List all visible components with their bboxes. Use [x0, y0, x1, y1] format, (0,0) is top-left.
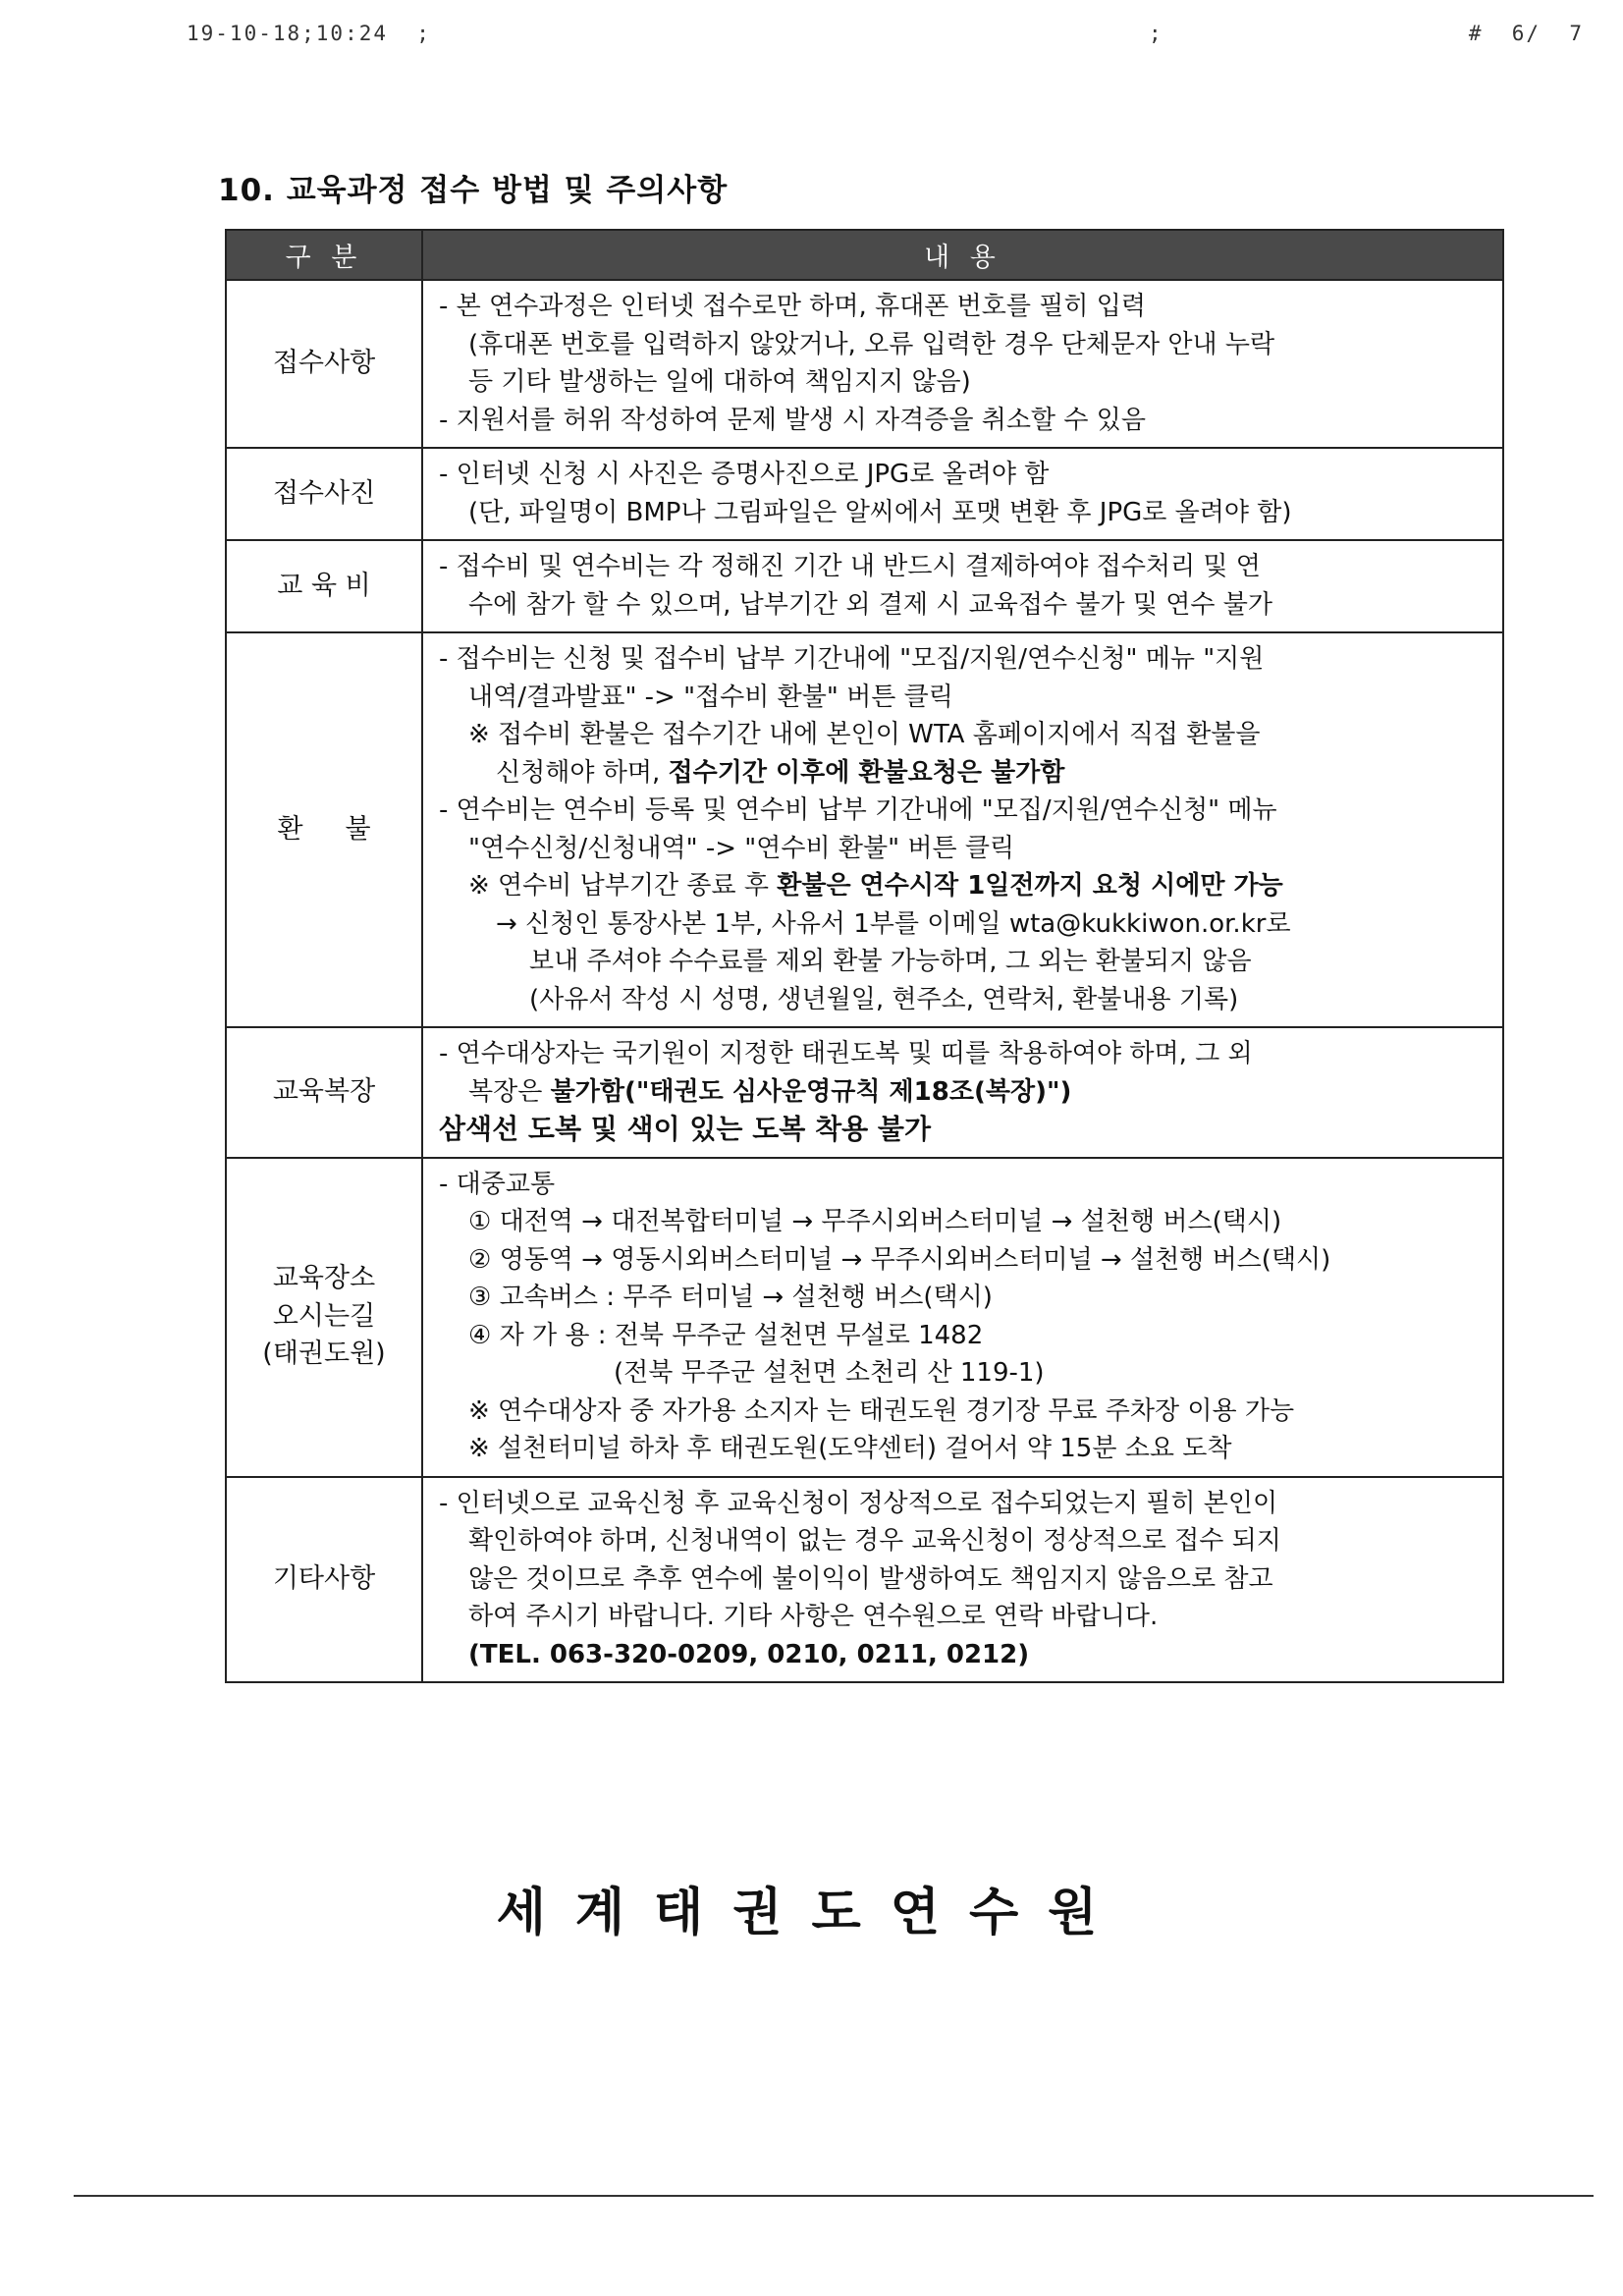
table-header-row [226, 230, 1503, 280]
fax-page-number: # 6/ 7 [1468, 22, 1584, 45]
fax-timestamp: 19-10-18;10:24 ; [187, 22, 431, 45]
content-line: 않은 것이므로 추후 연수에 불이익이 발생하여도 책임지지 않음으로 참고 [468, 1563, 1273, 1594]
content-line: ① 대전역 → 대전복합터미널 → 무주시외버스터미널 → 설천행 버스(택시) [468, 1207, 1282, 1236]
content-line [439, 1073, 1487, 1112]
content-line: ※ 연수대상자 중 자가용 소지자 는 태권도원 경기장 무료 주차장 이용 가능 [468, 1395, 1295, 1426]
attire-rule: 불가함("태권도 심사운영규칙 제18조(복장)") [550, 1076, 1072, 1107]
section-title: 10. 교육과정 접수 방법 및 주의사항 [218, 173, 729, 208]
row-label: 교육복장 [226, 1027, 422, 1158]
content-line: - 인터넷으로 교육신청 후 교육신청이 정상적으로 접수되었는지 필히 본인이 [439, 1488, 1278, 1518]
content-line: 하여 주시기 바랍니다. 기타 사항은 연수원으로 연락 바랍니다. [468, 1602, 1159, 1631]
attire-warning: 삼색선 도복 및 색이 있는 도복 착용 불가 [439, 1113, 932, 1145]
refund-note-emphasis: 접수기간 이후에 환불요청은 불가함 [668, 757, 1065, 788]
content-line: 수에 참가 할 수 있으며, 납부기간 외 결제 시 교육접수 불가 및 연수 불가 [468, 589, 1272, 620]
fax-header [187, 14, 1584, 53]
content-line [439, 867, 1487, 905]
refund-note-text: 신청해야 하며, [496, 757, 661, 788]
table-row [226, 632, 1503, 1027]
row-label-line: 교육장소 [272, 1263, 376, 1294]
content-line: (사유서 작성 시 성명, 생년월일, 현주소, 연락처, 환불내용 기록) [529, 984, 1239, 1014]
content-line [439, 754, 1487, 793]
content-line: ② 영동역 → 영동시외버스터미널 → 무주시외버스터미널 → 설천행 버스(택시) [468, 1244, 1331, 1275]
refund-deadline-text: ※ 연수비 납부기간 종료 후 [468, 871, 770, 901]
refund-deadline-emphasis: 환불은 연수시작 1일전까지 요청 시에만 가능 [777, 871, 1283, 901]
content-line: - 연수비는 연수비 등록 및 연수비 납부 기간내에 "모집/지원/연수신청" 메뉴 [439, 795, 1277, 825]
content-line: ④ 자 가 용 : 전북 무주군 설천면 무설로 1482 [468, 1320, 984, 1350]
content-line: (전북 무주군 설천면 소천리 산 119-1) [614, 1358, 1045, 1388]
row-label: 환 불 [226, 632, 422, 1027]
content-line: - 지원서를 허위 작성하여 문제 발생 시 자격증을 취소할 수 있음 [439, 405, 1146, 435]
content-line: (단, 파일명이 BMP나 그림파일은 알씨에서 포맷 변환 후 JPG로 올려야 함) [468, 497, 1292, 527]
attire-text: 복장은 [468, 1076, 543, 1107]
content-line: ※ 접수비 환불은 접수기간 내에 본인이 WTA 홈페이지에서 직접 환불을 [468, 720, 1261, 749]
content-line: → 신청인 통장사본 1부, 사유서 1부를 이메일 wta@kukkiwon.or.kr로 [496, 908, 1291, 939]
row-label: 교 육 비 [226, 540, 422, 632]
table-row [226, 1027, 1503, 1158]
table-row [226, 448, 1503, 540]
row-content [422, 1477, 1503, 1683]
content-line: - 대중교통 [439, 1169, 556, 1199]
row-content [422, 1158, 1503, 1477]
bottom-divider [74, 2195, 1594, 2197]
content-line: 내역/결과발표" -> "접수비 환불" 버튼 클릭 [468, 682, 953, 712]
header-content: 내 용 [422, 230, 1503, 280]
row-label: 접수사항 [226, 280, 422, 448]
content-line: - 접수비 및 연수비는 각 정해진 기간 내 반드시 결제하여야 접수처리 및 연 [439, 552, 1261, 581]
content-line: "연수신청/신청내역" -> "연수비 환불" 버튼 클릭 [468, 833, 1015, 863]
table-row [226, 280, 1503, 448]
content-line: ※ 설천터미널 하차 후 태권도원(도약센터) 걸어서 약 15분 소요 도착 [468, 1434, 1232, 1463]
content-line: - 본 연수과정은 인터넷 접수로만 하며, 휴대폰 번호를 필히 입력 [439, 292, 1146, 321]
content-line: - 접수비는 신청 및 접수비 납부 기간내에 "모집/지원/연수신청" 메뉴 "지원 [439, 644, 1265, 674]
contact-phone: (TEL. 063-320-0209, 0210, 0211, 0212) [468, 1639, 1030, 1669]
content-line: - 연수대상자는 국기원이 지정한 태권도복 및 띠를 착용하여야 하며, 그 외 [439, 1039, 1253, 1068]
row-content [422, 1027, 1503, 1158]
row-label: 기타사항 [226, 1477, 422, 1683]
row-label: 접수사진 [226, 448, 422, 540]
row-content [422, 632, 1503, 1027]
header-category: 구 분 [226, 230, 422, 280]
content-line: 확인하여야 하며, 신청내역이 없는 경우 교육신청이 정상적으로 접수 되지 [468, 1526, 1281, 1556]
content-line: 등 기타 발생하는 일에 대하여 책임지지 않음) [468, 367, 971, 397]
row-content [422, 540, 1503, 632]
table-row [226, 540, 1503, 632]
row-content [422, 448, 1503, 540]
row-content [422, 280, 1503, 448]
table-row [226, 1158, 1503, 1477]
content-line: 보내 주셔야 수수료를 제외 환불 가능하며, 그 외는 환불되지 않음 [529, 947, 1252, 976]
content-line: (휴대폰 번호를 입력하지 않았거나, 오류 입력한 경우 단체문자 안내 누락 [468, 329, 1275, 359]
table-row [226, 1477, 1503, 1683]
content-line: - 인터넷 신청 시 사진은 증명사진으로 JPG로 올려야 함 [439, 460, 1050, 489]
row-label-line: 오시는길 [272, 1300, 376, 1332]
row-label-line: (태권도원) [262, 1339, 386, 1370]
fax-separator: ; [1149, 22, 1163, 45]
info-table [225, 229, 1504, 1683]
organization-name: 세계태권도연수원 [496, 1884, 1127, 1942]
content-line: ③ 고속버스 : 무주 터미널 → 설천행 버스(택시) [468, 1283, 993, 1312]
row-label [226, 1158, 422, 1477]
